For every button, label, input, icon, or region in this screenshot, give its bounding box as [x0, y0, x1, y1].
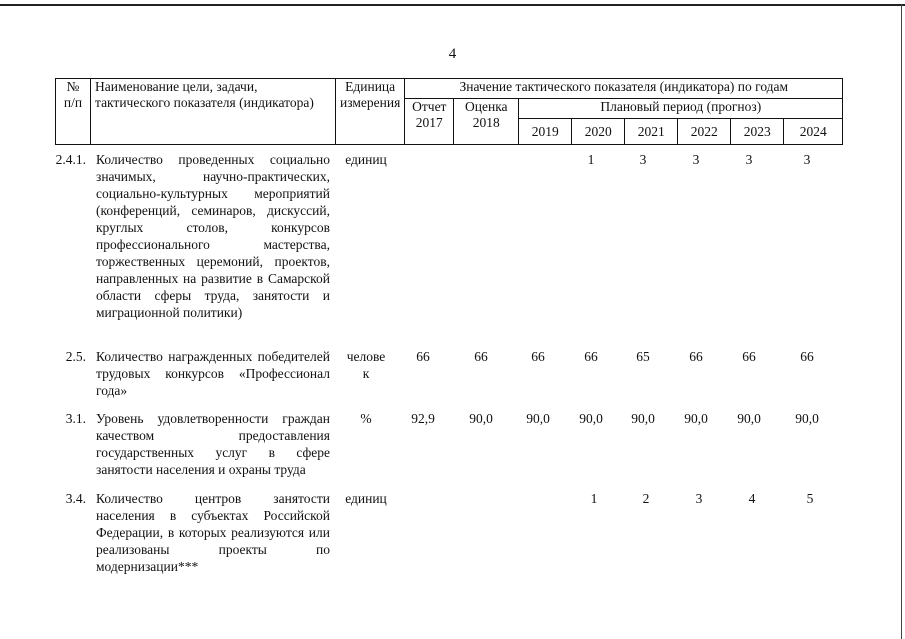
row-value-2022: 90,0	[684, 411, 708, 426]
row-value-2021: 90,0	[631, 411, 655, 426]
header-values-group: Значение тактического показателя (индикатора) по годам	[405, 79, 843, 99]
row-name: Количество центров занятости населения в субъектах Российской Федерации, в которых реализуются или реализованы проекты по модернизации***	[96, 491, 330, 574]
row-value-2021: 2	[642, 491, 650, 506]
row-unit: человек	[346, 349, 386, 381]
row-num: 3.1.	[65, 411, 86, 426]
row-name: Количество проведенных социально значимых, научно-практических, социально-культурных мероприятий (конференций, семинаров, дискуссий, круглых столов, конкурсов профессионального мастерства, торжественных церемоний, проектов, направленных на развитие в Самарской области сферы труда, занятости и миграционной политики)	[96, 152, 330, 320]
row-value-2024: 5	[806, 491, 814, 506]
row-value-2018: 66	[474, 349, 488, 364]
header-year-2021: 2021	[625, 119, 678, 145]
row-value-2024: 3	[803, 152, 811, 167]
row-value-2022: 3	[695, 491, 703, 506]
row-num: 3.4.	[65, 491, 86, 506]
row-value-2021: 3	[639, 152, 647, 167]
row-value-2022: 3	[692, 152, 700, 167]
header-year-2024: 2024	[784, 119, 843, 145]
row-unit: единиц	[345, 491, 387, 506]
row-num: 2.4.1.	[55, 152, 86, 167]
row-value-2020: 66	[584, 349, 598, 364]
row-num: 2.5.	[65, 349, 86, 364]
row-value-2019: 90,0	[526, 411, 550, 426]
row-value-2020: 1	[587, 152, 595, 167]
row-value-2021: 65	[636, 349, 650, 364]
header-year-2023: 2023	[731, 119, 784, 145]
row-value-2017: 92,9	[411, 411, 435, 426]
row-value-2023: 3	[745, 152, 753, 167]
header-year-2020: 2020	[572, 119, 625, 145]
header-year-2022: 2022	[678, 119, 731, 145]
row-unit: единиц	[345, 152, 387, 167]
header-unit: Единица измерения	[336, 79, 405, 145]
page-top-border	[0, 4, 905, 6]
row-value-2023: 4	[748, 491, 756, 506]
header-year-2019: 2019	[519, 119, 572, 145]
row-value-2023: 90,0	[737, 411, 761, 426]
page-number: 4	[448, 46, 457, 62]
row-unit: %	[360, 411, 372, 426]
header-estimate: Оценка 2018	[454, 99, 519, 145]
row-value-2023: 66	[742, 349, 756, 364]
row-name: Уровень удовлетворенности граждан качеством предоставления государственных услуг в сфере занятости населения и охраны труда	[96, 411, 330, 477]
row-value-2024: 66	[800, 349, 814, 364]
header-report: Отчет 2017	[405, 99, 454, 145]
row-value-2020: 1	[590, 491, 598, 506]
row-value-2024: 90,0	[795, 411, 819, 426]
header-num: № п/п	[56, 79, 91, 145]
table-header	[55, 78, 843, 145]
header-plan-group: Плановый период (прогноз)	[519, 99, 843, 119]
page-right-border	[901, 4, 902, 639]
row-value-2022: 66	[689, 349, 703, 364]
row-value-2019: 66	[531, 349, 545, 364]
row-value-2017: 66	[416, 349, 430, 364]
row-value-2018: 90,0	[469, 411, 493, 426]
header-name: Наименование цели, задачи, тактического показателя (индикатора)	[91, 79, 336, 145]
row-value-2020: 90,0	[579, 411, 603, 426]
row-name: Количество награжденных победителей трудовых конкурсов «Профессионал года»	[96, 349, 330, 398]
